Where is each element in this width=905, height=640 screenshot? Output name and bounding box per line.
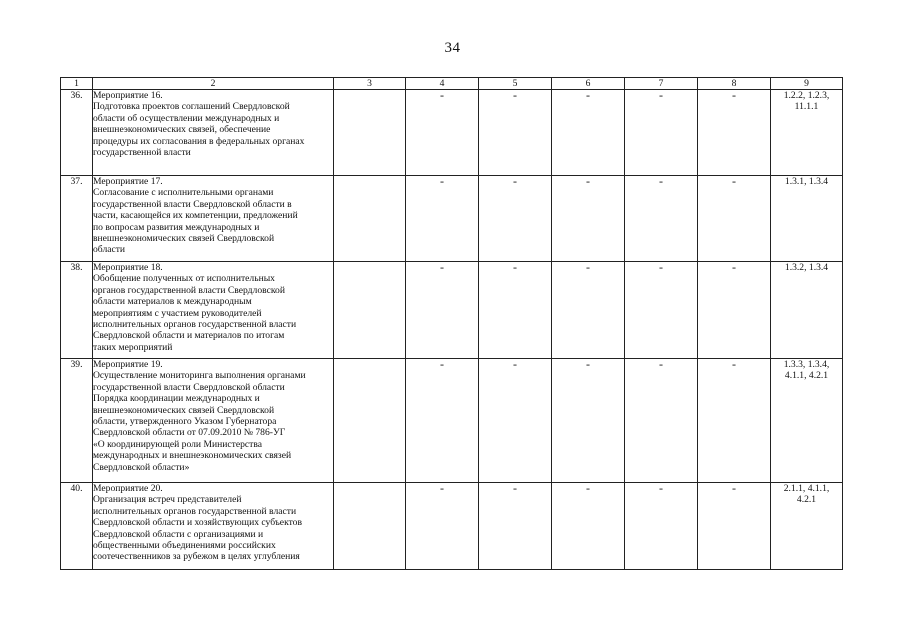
description-line: исполнительных органов государственной власти [93,319,297,331]
column-4-cell: - [406,176,479,262]
description-line: Согласование с исполнительными органами [93,187,274,199]
column-header: 3 [334,78,406,90]
table-row [61,176,843,262]
column-8-cell: - [698,359,771,483]
target-indicators-line: 1.3.2, 1.3.4 [784,262,829,273]
description-line: соотечественников за рубежом в целях углубления [93,551,300,563]
table-row [61,90,843,176]
description-line: исполнительных органов государственной власти [93,505,297,517]
column-header: 9 [771,78,843,90]
description-line: Организация встреч представителей [93,494,242,506]
table-row [61,483,843,570]
page-number: 34 [444,40,461,56]
description-line: Осуществление мониторинга выполнения органами [93,370,306,382]
description-line: таких мероприятий [93,341,173,353]
column-header: 1 [61,78,93,90]
description-line: мероприятиям с участием руководителей [93,307,262,319]
target-indicators-line: 11.1.1 [794,101,819,113]
description-line: государственной власти [93,147,191,159]
description-line: области [93,244,126,256]
target-indicators [771,262,843,359]
column-5-cell: - [479,359,552,483]
row-number: 40. [61,483,93,570]
column-3-cell [334,359,406,483]
column-8-cell: - [698,483,771,570]
column-8-cell: - [698,262,771,359]
column-3-cell [334,483,406,570]
description-line: общественными объединениями российских [93,540,276,552]
target-indicators-line: 1.3.1, 1.3.4 [784,176,829,187]
column-header: 8 [698,78,771,90]
table-row [61,262,843,359]
description-line: части, касающейся их компетенции, предложений [93,210,298,222]
column-6-cell: - [552,483,625,570]
description-line: внешнеэкономических связей Свердловской [93,233,275,245]
column-header: 4 [406,78,479,90]
column-3-cell [334,176,406,262]
row-number: 36. [61,90,93,176]
column-header: 6 [552,78,625,90]
event-description [93,176,334,262]
column-6-cell: - [552,359,625,483]
target-indicators-line: 4.1.1, 4.2.1 [784,370,829,382]
target-indicators-line: 1.3.3, 1.3.4, [783,359,830,370]
column-5-cell: - [479,176,552,262]
description-line: Свердловской области и хозяйствующих субъектов [93,517,302,529]
target-indicators-line: 2.1.1, 4.1.1, [783,483,830,494]
column-4-cell: - [406,90,479,176]
column-4-cell: - [406,483,479,570]
row-number: 38. [61,262,93,359]
target-indicators-line: 1.2.2, 1.2.3, [783,90,830,101]
column-header: 2 [93,78,334,90]
description-line: «О координирующей роли Министерства [93,438,262,450]
column-5-cell: - [479,90,552,176]
description-line: Порядка координации международных и [93,393,260,405]
description-line: органов государственной власти Свердловской [93,284,285,296]
column-7-cell: - [625,90,698,176]
column-3-cell [334,262,406,359]
description-line: области об осуществлении международных и [93,112,280,124]
row-number: 39. [61,359,93,483]
description-line: Свердловской области от 07.09.2010 № 786-УГ [93,427,286,439]
event-title: Мероприятие 16. [93,90,163,101]
column-6-cell: - [552,176,625,262]
column-4-cell: - [406,359,479,483]
target-indicators [771,176,843,262]
column-8-cell: - [698,176,771,262]
column-5-cell: - [479,483,552,570]
description-line: Подготовка проектов соглашений Свердловской [93,101,290,113]
description-line: области материалов к международным [93,296,252,308]
event-title: Мероприятие 17. [93,176,163,187]
description-line: внешнеэкономических связей, обеспечение [93,124,271,136]
column-4-cell: - [406,262,479,359]
column-7-cell: - [625,359,698,483]
events-table [60,77,843,570]
description-line: международных и внешнеэкономических связей [93,450,292,462]
description-line: Обобщение полученных от исполнительных [93,273,275,285]
description-line: области, утвержденного Указом Губернатора [93,416,277,428]
event-title: Мероприятие 20. [93,483,163,494]
column-6-cell: - [552,90,625,176]
description-line: государственной власти Свердловской области в [93,198,292,210]
event-title: Мероприятие 18. [93,262,163,273]
column-3-cell [334,90,406,176]
event-description [93,483,334,570]
column-7-cell: - [625,262,698,359]
event-description [93,90,334,176]
column-8-cell: - [698,90,771,176]
target-indicators-line: 4.2.1 [796,494,817,506]
target-indicators [771,483,843,570]
description-line: внешнеэкономических связей Свердловской [93,404,275,416]
event-description [93,359,334,483]
description-line: процедуры их согласования в федеральных органах [93,135,305,147]
description-line: по вопросам развития международных и [93,221,260,233]
target-indicators [771,90,843,176]
column-7-cell: - [625,176,698,262]
description-line: государственной власти Свердловской области [93,381,285,393]
description-line: Свердловской области с организациями и [93,528,264,540]
column-header: 5 [479,78,552,90]
event-title: Мероприятие 19. [93,359,163,370]
row-number: 37. [61,176,93,262]
column-5-cell: - [479,262,552,359]
target-indicators [771,359,843,483]
description-line: Свердловской области и материалов по итогам [93,330,285,342]
column-header: 7 [625,78,698,90]
column-number-header-row [61,78,843,90]
column-6-cell: - [552,262,625,359]
column-7-cell: - [625,483,698,570]
description-line: Свердловской области» [93,461,190,473]
table-row [61,359,843,483]
event-description [93,262,334,359]
